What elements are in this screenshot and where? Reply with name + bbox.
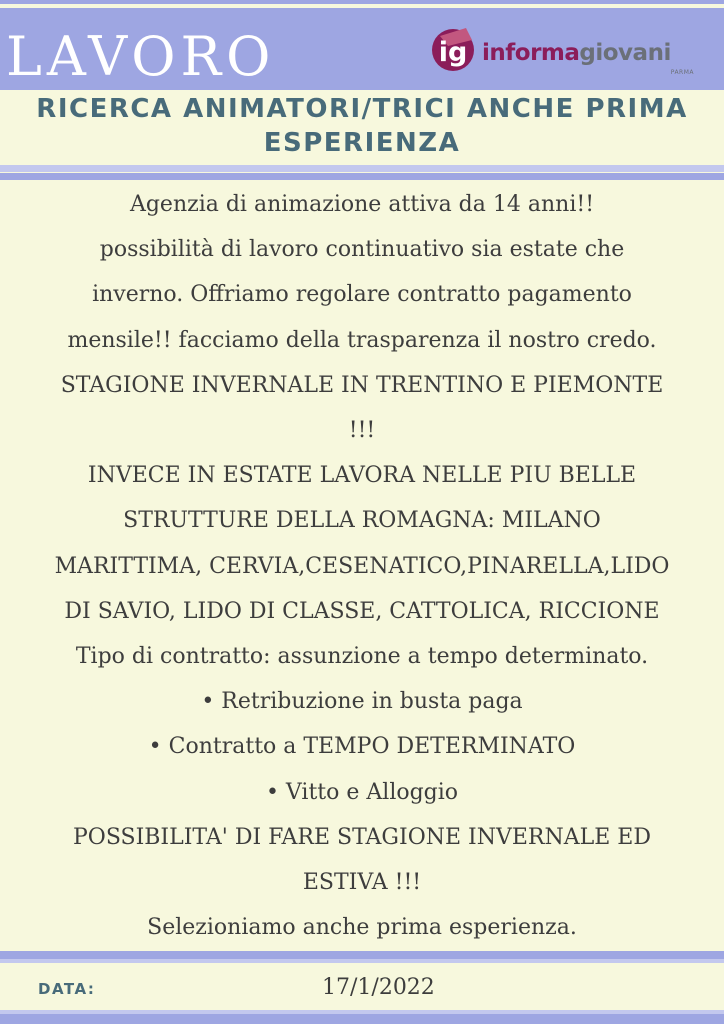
benefit-item: • Vitto e Alloggio [265, 779, 459, 805]
date-label: DATA: [38, 980, 96, 998]
description-line: Tipo di contratto: assunzione a tempo determinato. [75, 644, 649, 670]
description-line: INVECE IN ESTATE LAVORA NELLE PIU BELLE [87, 463, 637, 489]
description-line: inverno. Offriamo regolare contratto pagamento [92, 282, 632, 308]
date-value: 17/1/2022 [322, 975, 435, 1000]
logo-ig-icon [426, 18, 482, 84]
header-band [0, 8, 724, 90]
job-description [4, 182, 720, 950]
description-line: MARITTIMA, CERVIA,CESENATICO,PINARELLA,LIDO [54, 553, 670, 579]
category-label: LAVORO [6, 25, 276, 88]
description-line: Selezioniamo anche prima esperienza. [147, 915, 577, 941]
description-line: mensile!! facciamo della trasparenza il nostro credo. [67, 327, 657, 353]
title-divider [0, 173, 724, 180]
page-title: RICERCA ANIMATORI/TRICI ANCHE PRIMA ESPERIENZA [36, 94, 688, 158]
logo-mark-text: ig [438, 37, 468, 68]
logo-word-informa: informa [482, 40, 580, 66]
description-line: DI SAVIO, LIDO DI CLASSE, CATTOLICA, RICCIONE [64, 598, 660, 624]
footer-divider-light [0, 959, 724, 963]
description-line: POSSIBILITA' DI FARE STAGIONE INVERNALE ED [72, 824, 651, 850]
footer-divider [0, 951, 724, 959]
description-line: STAGIONE INVERNALE IN TRENTINO E PIEMONTE [60, 372, 664, 398]
description-line: possibilità di lavoro continuativo sia estate che [99, 237, 625, 263]
description-line: ESTIVA !!! [302, 870, 422, 896]
informagiovani-logo[interactable] [426, 18, 706, 84]
logo-city: PARMA [670, 69, 694, 76]
logo-word-giovani: giovani [579, 40, 671, 66]
description-line: Agenzia di animazione attiva da 14 anni!! [129, 192, 595, 217]
benefit-item: • Contratto a TEMPO DETERMINATO [148, 734, 576, 760]
title-divider-light [0, 165, 724, 172]
description-line: STRUTTURE DELLA ROMAGNA: MILANO [123, 508, 601, 534]
description-line: !!! [348, 418, 376, 444]
benefit-item: • Retribuzione in busta paga [201, 689, 523, 715]
logo-wordmark [482, 42, 671, 65]
top-stripe [0, 0, 724, 4]
bottom-stripe [0, 1014, 724, 1024]
